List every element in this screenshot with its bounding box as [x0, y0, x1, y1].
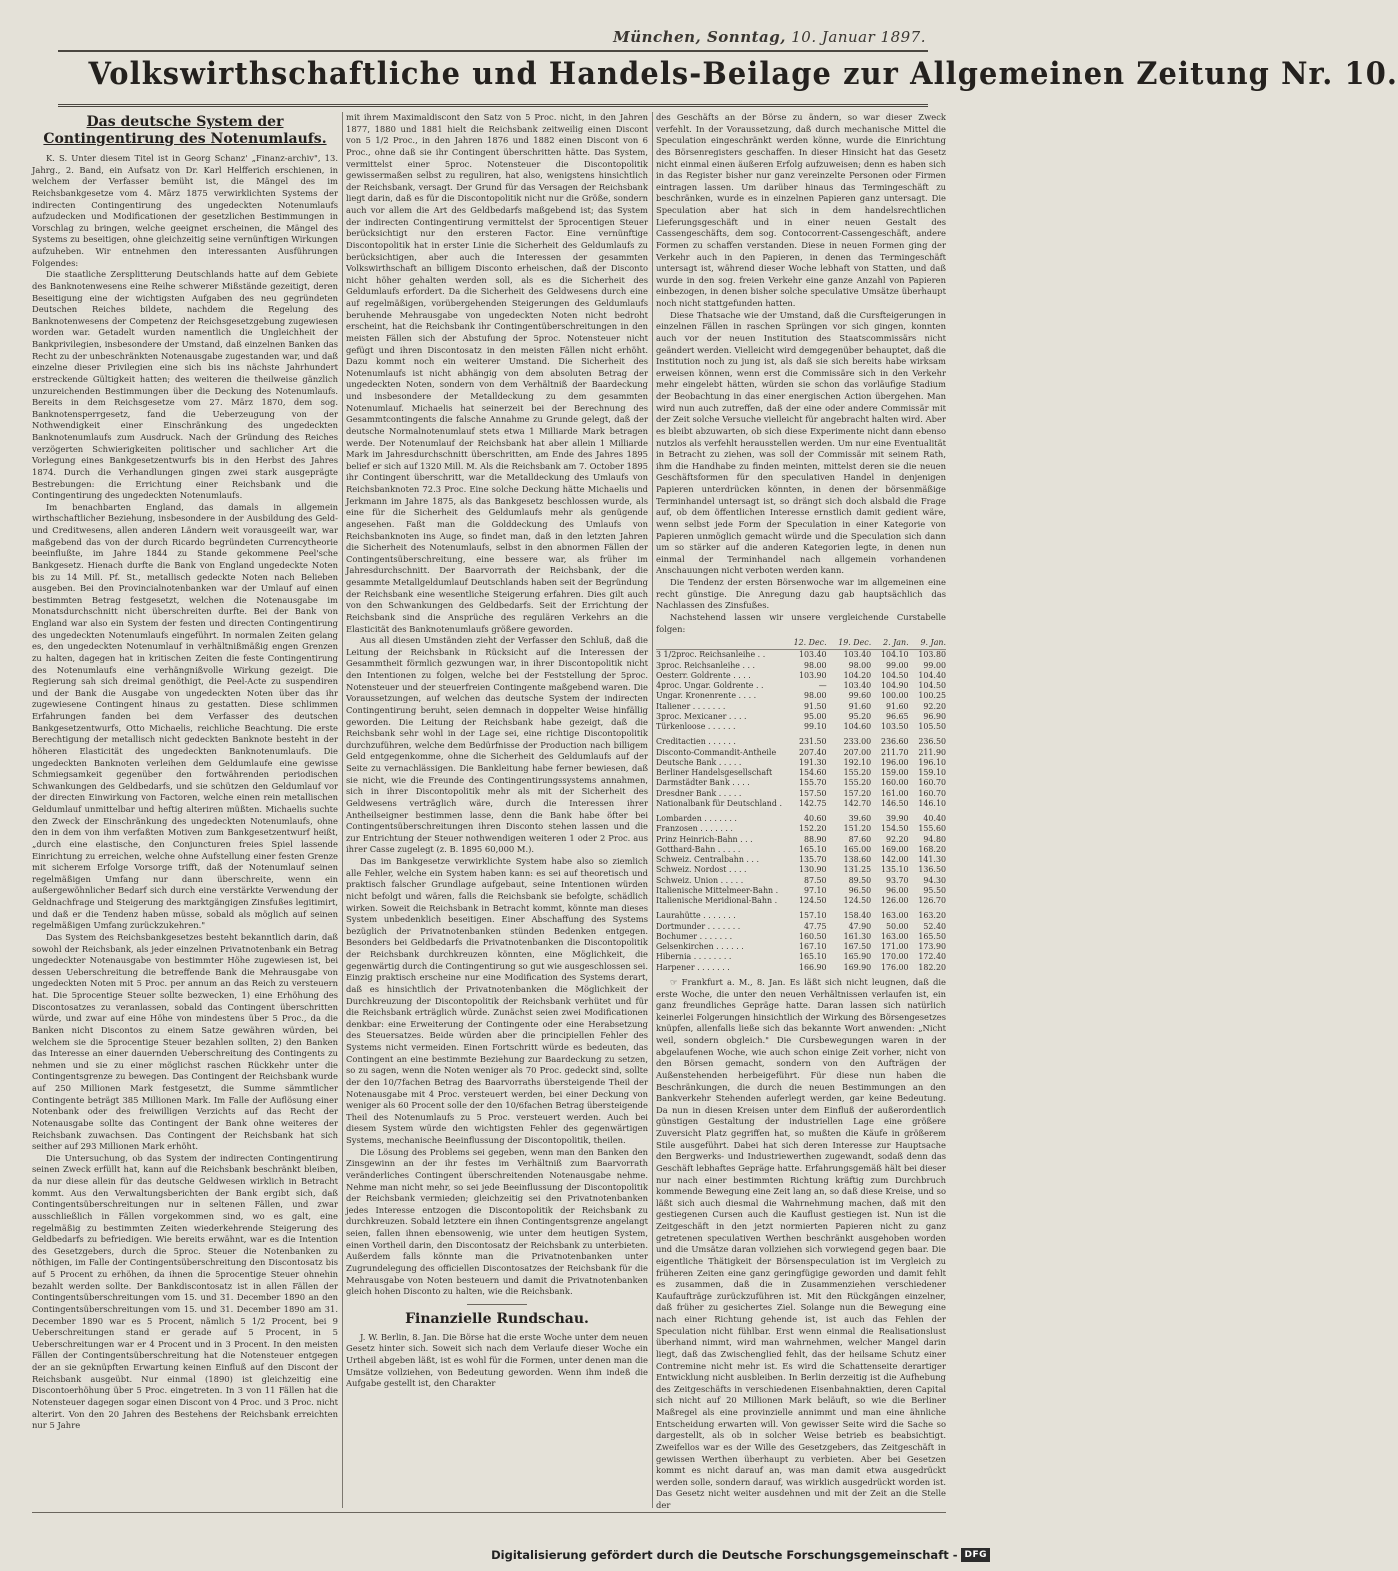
rate-value: —: [818, 681, 827, 691]
rate-value: 196.10: [918, 757, 946, 767]
table-row: [656, 732, 946, 747]
rate-value: 146.10: [918, 798, 946, 808]
rate-value: 165.90: [843, 952, 872, 962]
article-paragraph: Im benachbarten England, das damals in allgemein wirthschaftlicher Beziehung, insbesondere in der Ausbildung des Geld- und Creditwesens, allen anderen Ländern weit vorausgeeilt war, war maßgebend das von der durch Ricardo begründeten Currencytheorie beeinflußte, im Jahre 1844 zu Stande gekommene Peel'sche Bankgesetz. Hienach durfte die Bank von England ungedeckte Noten bis zu 14 Mill. Pf. St., metallisch gedeckte Noten nach Belieben ausgeben. Bei den Provincialnotenbanken war der Umlauf auf einen bestimmten Betrag festgesetzt, welchen die Notenausgabe im Monatsdurchschnitt nicht überschreiten durfte. Bei der Bank von England war also ein System der festen und directen Contingentirung des ungedeckten Notenumlaufs eingeführt. In normalen Zeiten gelang es, den ungedeckten Notenumlauf in verhältnißmäßig engen Grenzen zu halten, dagegen hat in kritischen Zeiten die feste Contingentirung des Notenumlaufs eine verhängnißvolle Wirkung gezeigt. Die Regierung sah sich dreimal genöthigt, die Peel-Acte zu suspendiren und der Bank die Ausgabe von ungedeckten Noten über das ihr zugewiesene Contingent hinaus zu gestatten. Diese schlimmen Erfahrungen fanden bei dem Verfasser des deutschen Bankgesetzentwurfs, Otto Michaelis, reichliche Beachtung. Die erste Berechtigung der metallisch nicht gedeckten Banknote besteht in der höheren Elasticität des ungedeckten Banknotenumlaufs. Die ungedeckten Banknoten verleihen dem Geldumlaufe eine gewisse Schmiegsamkeit gegenüber den fortwährenden periodischen Schwankungen des Geldbedarfs, und sie schützen den Geldumlauf vor der directen Einwirkung von Factoren, welche einen rein metallischen Geldumlauf unmittelbar und heftig alteriren müßten. Michaelis suchte den Zweck der Einschränkung des ungedeckten Notenumlaufs, ohne den in dem von ihm verfaßten Motiven zum Bankgesetzentwurf heißt, „durch eine elastische, den Conjuncturen freies Spiel lassende Einrichtung zu erreichen, welche ohne Aufstellung einer festen Grenze mit sicherem Erfolge Vorsorge trifft, daß der Notenumlauf seinen regelmäßigen Umfang nur dann überschreite, wenn ein außergewöhnlicher Bedarf sich durch eine verstärkte Verwendung der Geldnachfrage und Steigerung des marktgängigen Zinsfußes legitimirt, und daß er die Tendenz haben müsse, sobald als möglich auf seinen regelmäßigen Umfang zurückzukehren.": [32, 501, 338, 931]
security-name: Italiener . . . . . . .: [656, 701, 726, 711]
table-row: [656, 712, 946, 722]
table-row: [656, 855, 946, 865]
rate-value: 94.80: [923, 834, 946, 844]
dateline-city: München, Sonntag,: [613, 28, 786, 46]
rate-value: 104.50: [880, 670, 909, 680]
rate-value: 160.70: [918, 788, 946, 798]
table-header: 2. Jan.: [871, 638, 908, 650]
rate-value: 155.70: [798, 778, 827, 788]
rate-value: 92.20: [923, 701, 946, 711]
rate-value: 98.00: [803, 691, 827, 701]
table-row: [656, 835, 946, 845]
rate-value: 142.75: [798, 798, 827, 808]
rate-value: 168.20: [918, 844, 946, 854]
table-row: [656, 824, 946, 834]
rate-value: 91.60: [848, 701, 872, 711]
rate-value: 160.00: [880, 778, 909, 788]
table-row: [656, 932, 946, 942]
article-paragraph: Die Lösung des Problems sei gegeben, wenn man den Banken den Zinsgewinn an der ihr festes im Verhältniß zum Baarvorrath veränderliches Contingent überschreitenden Notenausgabe nehme. Nehme man nicht mehr, so sei jede Beeinflussung der Discontopolitik der Reichsbank vermieden; gleichzeitig sei den Privatnotenbanken jedes Interesse entzogen die Discontopolitik der Reichsbank zu durchkreuzen. Sobald letztere ein ihnen Contingentsgrenze angelangt seien, fallen ihnen ebensowenig, wie unter dem heutigen System, einen Vortheil darin, den Discontosatz der Reichsbank zu unterbieten. Außerdem falls könnte man die Privatnotenbanken unter Zugrundelegung des officiellen Discontosatzes der Reichsbank für die Mehrausgabe von Noten besteuern und damit die Privatnotenbanken gleich hohen Disconto zu halten, wie die Reichsbank.: [346, 1146, 648, 1297]
rate-value: 47.75: [803, 921, 827, 931]
rate-value: 163.00: [880, 931, 909, 941]
security-name: Schweiz. Nordost . . . .: [656, 865, 747, 875]
credit-text: Digitalisierung gefördert durch die Deutsche Forschungsgemeinschaft -: [491, 1548, 958, 1562]
rate-value: 192.10: [843, 757, 872, 767]
table-row: [656, 768, 946, 778]
table-row: [656, 702, 946, 712]
rate-value: 207.00: [843, 747, 872, 757]
rate-value: 170.00: [880, 952, 909, 962]
rate-value: 40.40: [923, 814, 946, 824]
rate-value: 92.20: [885, 834, 909, 844]
security-name: Harpener . . . . . . .: [656, 962, 730, 972]
rate-value: 104.40: [918, 670, 946, 680]
article-paragraph: K. S. Unter diesem Titel ist in Georg Schanz' „Finanz-archiv", 13. Jahrg., 2. Band, ein Aufsatz von Dr. Karl Helfferich erschienen, in welchem der Verfasser bemüht ist, die Mängel des im Reichsbankgesetze vom 4. März 1875 verwirklichten Systems der indirecten Contingentirung des ungedeckten Notenumlaufs aufzudecken und Modificationen der gesetzlichen Bestimmungen in Vorschlag zu bringen, welche geeignet erscheinen, die Mängel des Systems zu beseitigen, ohne gleichzeitig seine vernünftigen Wirkungen aufzuheben. Wir entnehmen den interessanten Ausführungen Folgendes:: [32, 153, 338, 268]
rate-value: 95.00: [803, 711, 827, 721]
dateline-date: 10. Januar 1897.: [791, 28, 926, 46]
security-name: 3 1/2proc. Reichsanleihe . .: [656, 650, 766, 660]
rate-value: 47.90: [848, 921, 872, 931]
article-paragraph: Aus all diesen Umständen zieht der Verfasser den Schluß, daß die Leitung der Reichsbank in Rücksicht auf die Interessen der Gesammtheit förmlich gezwungen war, in ihrer Discontopolitik nicht den Intentionen zu folgen, welche bei der Feststellung der 5proc. Notensteuer und der steuerfreien Contingente maßgebend waren. Die Voraussetzungen, auf welchen das deutsche System der indirecten Contingentirung beruht, seien demnach in doppelter Weise hinfällig geworden. Die Leitung der Reichsbank habe gezeigt, daß die Reichsbank sehr wohl in der Lage sei, eine richtige Discontopolitik durchzuführen, welche dem Bedürfnisse der Production nach billigem Geld entgegenkomme, ohne die Sicherheit des Geldumlaufs auf der Seite zu vernachlässigen. Die Bankleitung habe ferner bewiesen, daß sie nicht, wie die Freunde des Contingentirungssystems annahmen, sich in ihrer Discontopolitik mehr als mit der Sicherheit des Geldwesens verträglich wäre, durch die Interessen ihrer Antheilseigner bestimmen lasse, denn die Bank habe öfter bei Contingentsüberschreitungen ihren Disconto stehen lassen und die zur Entrichtung der Steuer nothwendigen weiteren 1 oder 2 Proc. aus ihrer Casse zugelegt (z. B. 1895 60,000 M.).: [346, 635, 648, 855]
rate-value: 96.90: [923, 711, 946, 721]
security-name: Darmstädter Bank . . . .: [656, 778, 750, 788]
masthead-rule: [58, 104, 928, 107]
rate-value: 165.10: [798, 952, 827, 962]
finance-paragraph: des Geschäfts an der Börse zu ändern, so war dieser Zweck verfehlt. In der Voraussetzung, daß durch mechanische Mittel die Speculation eingeschränkt werden könne, wurde die Einrichtung des Börsenregisters geschaffen. In dieser Hinsicht hat das Gesetz nicht einmal einen äußeren Erfolg aufzuweisen; denn es haben sich in das Register bisher nur ganz vereinzelte Personen oder Firmen eintragen lassen. Um darüber hinaus das Termingeschäft zu beschränken, wurde es in einzelnen Papieren ganz untersagt. Die Speculation aber hat sich in dem handelsrechtlichen Lieferungsgeschäft und in einer neuen Gestalt des Cassengeschäfts, dem sog. Contocorrent-Cassengeschäft, andere Formen zu schaffen verstanden. Diese in neuen Formen ging der Verkehr auch in den Papieren, in denen das Termingeschäft untersagt ist, während dieser Woche lebhaft von Statten, und daß wurde in den sog. freien Verkehr eine ganze Anzahl von Papieren einbezogen, in denen bisher solche speculative Umsätze überhaupt noch nicht stattgefunden hatten.: [656, 112, 946, 308]
rate-value: 100.25: [918, 691, 946, 701]
rate-value: 151.20: [843, 824, 872, 834]
rate-value: 167.50: [843, 942, 872, 952]
rate-value: 104.20: [843, 670, 872, 680]
stock-rate-table: [656, 638, 946, 973]
section-divider: [467, 1304, 527, 1305]
rate-value: 126.70: [918, 896, 946, 906]
rate-value: 136.50: [918, 865, 946, 875]
rate-value: 104.50: [918, 681, 946, 691]
bottom-rule: [32, 1512, 946, 1513]
table-header: 19. Dec.: [827, 638, 872, 650]
column-divider: [342, 112, 343, 1508]
rate-value: 157.10: [798, 911, 827, 921]
security-name: Türkenloose . . . . . .: [656, 722, 736, 732]
security-name: Ungar. Kronenrente . . . .: [656, 691, 757, 701]
rate-value: 50.00: [885, 921, 909, 931]
rate-value: 91.60: [885, 701, 909, 711]
rate-value: 95.20: [848, 711, 872, 721]
table-row: [656, 758, 946, 768]
table-header: 12. Dec.: [782, 638, 827, 650]
article-paragraph: Die staatliche Zersplitterung Deutschlands hatte auf dem Gebiete des Banknotenwesens eine Reihe schwerer Mißstände gezeitigt, deren Beseitigung eine der wichtigsten Aufgaben des neu gegründeten Deutschen Reiches bildete, nachdem die Regelung des Banknotenwesens der Competenz der Reichsgesetzgebung zugewiesen worden war. Getadelt wurden namentlich die Ungleichheit der Bankprivilegien, insbesondere der Umstand, daß einzelnen Banken das Recht zu der unbeschränkten Notenausgabe zugestanden war, und daß einzelne dieser Privilegien eine sich bis ins nächste Jahrhundert erstreckende Gültigkeit hatten; des weiteren die theilweise gänzlich unzureichenden Bestimmungen über die Deckung des Notenumlaufs. Bereits in dem Reichsgesetze vom 27. März 1870, dem sog. Banknotensperrgesetz, fand die Ueberzeugung von der Nothwendigkeit einer Einschränkung des ungedeckten Banknotenumlaufs zum Ausdruck. Nach der Gründung des Reiches verzögerten Schwierigkeiten politischer und sachlicher Art die Vorlegung eines Bankgesetzentwurfs bis in den Herbst des Jahres 1874. Durch die Verhandlungen gingen zwei stark ausgeprägte Bestrebungen: die Errichtung einer Reichsbank und die Contingentirung des ungedeckten Notenumlaufs.: [32, 269, 338, 501]
table-row: [656, 906, 946, 921]
rate-value: 91.50: [803, 701, 827, 711]
rate-value: 191.30: [798, 757, 827, 767]
rate-value: 135.70: [798, 855, 827, 865]
security-name: Hibernia . . . . . . . .: [656, 952, 732, 962]
rate-value: 155.20: [843, 778, 872, 788]
rate-value: 96.00: [885, 885, 909, 895]
dateline: [613, 28, 926, 46]
rate-value: 94.30: [923, 875, 946, 885]
article-paragraph: Die Untersuchung, ob das System der indirecten Contingentirung seinen Zweck erfüllt hat, kann auf die Reichsbank beschränkt bleiben, da nur diese allein für das deutsche Geldwesen wirklich in Betracht kommt. Aus den Verwaltungsberichten der Bank ergibt sich, daß Contingentsüberschreitungen nur in seltenen Fällen, und zwar ausschließlich in Fällen vorgekommen sind, wo es galt, eine regelmäßig zu bestimmten Zeiten wiederkehrende Steigerung des Geldbedarfs zu befriedigen. Wie bereits erwähnt, war es die Intention des Gesetzgebers, durch die 5proc. Steuer die Notenbanken zu nöthigen, im Falle der Contingentsüberschreitung den Discontosatz bis auf 5 Procent zu erhöhen, da ihnen die 5procentige Steuer ohnehin bezahlt werden sollte. Der Bankdiscontosatz ist in allen Fällen der Contingentsüberschreitungen vom 15. und 31. December 1890 an den Contingentsüberschreitungen vom 15. und 31. December 1890 am 31. December 1890 war es 5 Procent, nämlich 5 1/2 Procent, bei 9 Ueberschreitungen stand er gerade auf 5 Procent, in 5 Ueberschreitungen war er 4 Procent und in 3 Procent. In den meisten Fällen der Contingentsüberschreitung hat die Notensteuer entgegen der an sie geknüpften Erwartung keinen Einfluß auf den Discont der Reichsbank ausgeübt. Nur einmal (1890) ist gleichzeitig eine Discontoerhöhung über 5 Proc. eingetreten. In 3 von 11 Fällen hat die Notensteuer dagegen sogar einen Discont von 4 Proc. und 3 Proc. nicht alterirt. Von den 20 Jahren des Bestehens der Reichsbank erreichten nur 5 Jahre: [32, 1152, 338, 1431]
table-row: [656, 845, 946, 855]
security-name: Prinz Heinrich-Bahn . . .: [656, 834, 753, 844]
rate-value: 160.50: [798, 931, 827, 941]
table-header: [656, 638, 782, 650]
rate-value: 103.40: [798, 650, 827, 660]
security-name: Lombarden . . . . . . .: [656, 814, 737, 824]
finance-paragraph: Die Tendenz der ersten Börsenwoche war im allgemeinen eine recht günstige. Die Anregung dazu gab hauptsächlich das Nachlassen des Zinsfußes.: [656, 577, 946, 611]
rate-value: 93.70: [885, 875, 909, 885]
article-title: Das deutsche System der Contingentirung des Notenumlaufs.: [43, 114, 327, 147]
rate-value: 99.00: [923, 660, 946, 670]
top-rule: [58, 50, 928, 52]
rate-value: 236.50: [918, 737, 946, 747]
rate-value: 233.00: [843, 737, 872, 747]
rate-value: 160.70: [918, 778, 946, 788]
security-name: 4proc. Ungar. Goldrente . .: [656, 681, 764, 691]
table-row: [656, 671, 946, 681]
rate-value: 154.60: [798, 768, 827, 778]
security-name: Nationalbank für Deutschland .: [656, 798, 782, 808]
rate-value: 167.10: [798, 942, 827, 952]
rate-value: 138.60: [843, 855, 872, 865]
security-name: Gelsenkirchen . . . . . .: [656, 942, 744, 952]
table-row: [656, 963, 946, 973]
rate-value: 169.90: [843, 962, 872, 972]
rate-value: 100.00: [880, 691, 909, 701]
rate-value: 146.50: [880, 798, 909, 808]
rate-value: 142.70: [843, 798, 872, 808]
rate-value: 154.50: [880, 824, 909, 834]
rate-value: 96.65: [885, 711, 909, 721]
security-name: Berliner Handelsgesellschaft: [656, 768, 773, 778]
table-row: [656, 886, 946, 896]
finance-title: Finanzielle Rundschau.: [405, 1310, 589, 1327]
rate-value: 165.10: [798, 844, 827, 854]
rate-value: 231.50: [798, 737, 827, 747]
rate-value: 163.00: [880, 911, 909, 921]
table-row: [656, 942, 946, 952]
rate-value: 87.50: [803, 875, 827, 885]
rate-value: 155.60: [918, 824, 946, 834]
rate-value: 155.20: [843, 768, 872, 778]
rate-value: 157.20: [843, 788, 872, 798]
security-name: Creditactien . . . . . .: [656, 737, 736, 747]
rate-value: 211.70: [880, 747, 909, 757]
rate-value: 103.50: [880, 722, 909, 732]
rate-value: 152.20: [798, 824, 827, 834]
rate-value: 196.00: [880, 757, 909, 767]
rate-value: 161.00: [880, 788, 909, 798]
security-name: 3proc. Mexicaner . . . .: [656, 711, 747, 721]
masthead: Volkswirthschaftliche und Handels-Beilage zur Allgemeinen Zeitung Nr. 10.: [88, 56, 1398, 92]
rate-value: 124.50: [843, 896, 872, 906]
rate-value: 39.60: [848, 814, 872, 824]
table-row: [656, 681, 946, 691]
table-row: [656, 661, 946, 671]
rate-value: 142.00: [880, 855, 909, 865]
table-row: [656, 876, 946, 886]
rate-value: 104.10: [880, 650, 909, 660]
article-paragraph: Das im Bankgesetze verwirklichte System habe also so ziemlich alle Fehler, welche ein System haben kann: es sei auf theoretisch und praktisch falscher Grundlage aufgebaut, seine Intentionen würden nicht befolgt und wären, falls die Reichsbank sie befolgte, schädlich wirken. Soweit die Reichsbank in Betracht kommt, könnte man dieses System unbedenklich beseitigen. Einer Abschaffung des Systems bezüglich der Privatnotenbanken stünden Bedenken entgegen. Besonders bei Geldbedarfs die Privatnotenbanken die Discontopolitik der Reichsbank durchkreuzen könnten, eine Möglichkeit, die gegenwärtig durch die Contingentirung so gut wie ausgeschlossen sei. Einzig praktisch erscheine nur eine Modification des Systems derart, daß es hinsichtlich der Privatnotenbanken die Möglichkeit der Durchkreuzung der Discontopolitik der Reichsbank verhütet und für die Reichsbank erträglich würde. Zunächst seien zwei Modificationen denkbar: eine Erweiterung der Contingente oder eine Herabsetzung des Steuersatzes. Beide würden aber die principiellen Fehler des Systems nicht vermeiden. Einen Fortschritt würde es bedeuten, das Contingent an eine bestimmte Beziehung zur Baardeckung zu setzen, so zu sagen, wenn die Noten weniger als 70 Proc. gedeckt sind, sollte der den 10/7fachen Betrag des Baarvorraths übersteigende Theil der Notenausgabe mit 4 Proc. versteuert werden, bei einer Deckung von weniger als 60 Procent solle der den 10/6fachen Betrag übersteigende Theil des Notenumlaufs zu 5 Proc. versteuert werden. Auch bei diesem System würde den wichtigsten Fehler des gegenwärtigen Systems, mechanische Beeinflussung der Discontopolitik, theilen.: [346, 856, 648, 1145]
security-name: Dresdner Bank . . . . .: [656, 788, 742, 798]
finance-paragraph: ☞ Frankfurt a. M., 8. Jan. Es läßt sich nicht leugnen, daß die erste Woche, die unter den neuen Verhältnissen verlaufen ist, ein ganz freundliches Gepräge hatte. Daran lassen sich natürlich keinerlei Folgerungen hinsichtlich der Wirkung des Börsengesetzes knüpfen, allenfalls ließe sich das bekannte Wort anwenden: „Nicht weil, sondern obgleich." Die Cursbewegungen waren in der abgelaufenen Woche, wie auch schon einige Zeit vorher, nicht von den Börsen gemacht, sondern von den Aufträgen der Außenstehenden herbeigeführt. Für diese nun haben die Beschränkungen, die durch die neuen Bestimmungen an den Bankverkehr Stehenden auferlegt werden, gar keine Bedeutung. Da nun in diesen Kreisen unter dem Einfluß der außerordentlich günstigen Gestaltung der industriellen Lage eine größere Zuversicht Platz gegriffen hat, so mußten die Käufe in größerem Stile ausgeführt. Dabei hat sich deren Interesse zur Hauptsache den Bergwerks- und Industriewerthen zugewandt, sodaß denn das Geschäft lebhaftes Gepräge hatte. Erfahrungsgemäß hält bei dieser nur nach einer bestimmten Richtung kräftig zum Durchbruch kommende Bewegung eine Zeit lang an, so daß diese Kreise, und so läßt sich auch diesmal die Wahrnehmung machen, daß mit den gestiegenen Cursen auch die Kauflust gestiegen ist. Nun ist die Zeitgeschäft in den jetzt normierten Papieren nicht zu ganz getretenen speculativen Werthen beschränkt ausgehoben worden und die Umsätze daran vollziehen sich vorwiegend gegen baar. Die eigentliche Thätigkeit der Börsenspeculation ist im Vergleich zu früheren Zeiten eine ganz geringfügige geworden und damit fehlt es zusammen, daß die in Zusammenziehen verschiedener Kaufaufträge zurückzuführen ist. Mit den Rückgängen einzelner, daß früher zu gesichertes Ziel. Solange nun die Bewegung eine nach einer Richtung gehende ist, ist auch das Fehlen der Speculation nicht fühlbar. Erst wenn einmal die Realisationslust überhand nimmt, wird man wahrnehmen, welcher Mangel darin liegt, daß das Zwischenglied fehlt, das der heilsame Schutz einer Contremine nicht mehr ist. Es wird die Schattenseite derartiger Entwicklung nicht ausbleiben. In Berlin derzeitig ist die Aufhebung des Zeitgeschäfts in verschiedenen Eisenbahnaktien, deren Capital sich nicht auf 20 Millionen Mark beläuft, so wie die Berliner Maßregel als eine provinzielle annimmt und man eine ähnliche Entscheidung erwarten will. Von gewisser Seite wird die Sache so dargestellt, als ob in solcher Weise betrieb es beabsichtigt. Zweifellos war es der Wille des Gesetzgebers, das Zeitgeschäft in gewissen Werthen überhaupt zu verbieten. Aber bei Gesetzen kommt es nicht darauf an, was man damit etwa ausgedrückt werden solle, sondern darauf, was wirklich ausgedrückt worden ist. Das Gesetz nicht weiter ausdehnen und mit der Zeit an die Stelle der: [656, 976, 946, 1510]
rate-value: 103.90: [798, 670, 827, 680]
security-name: Gotthard-Bahn . . . . .: [656, 844, 741, 854]
security-name: Disconto-Commandit-Antheile: [656, 747, 777, 757]
security-name: Italienische Meridional-Bahn .: [656, 896, 778, 906]
table-row: [656, 748, 946, 758]
security-name: Franzosen . . . . . . .: [656, 824, 733, 834]
column-divider: [652, 112, 653, 1508]
table-row: [656, 896, 946, 906]
rate-value: 159.00: [880, 768, 909, 778]
rate-value: 98.00: [848, 660, 872, 670]
rate-value: 169.00: [880, 844, 909, 854]
security-name: Schweiz. Centralbahn . . .: [656, 855, 759, 865]
rate-value: 103.80: [918, 650, 946, 660]
rate-value: 126.00: [880, 896, 909, 906]
rate-value: 131.25: [843, 865, 872, 875]
security-name: 3proc. Reichsanleihe . . .: [656, 660, 756, 670]
rate-value: 172.40: [918, 952, 946, 962]
table-row: [656, 789, 946, 799]
rate-value: 165.00: [843, 844, 872, 854]
rate-value: 236.60: [880, 737, 909, 747]
rate-value: 99.10: [803, 722, 827, 732]
article-paragraph: Das System des Reichsbankgesetzes besteht bekanntlich darin, daß sowohl der Reichsbank, als jeder einzelnen Privatnotenbank ein Betrag ungedeckter Notenausgabe von bestimmter Höhe zugewiesen ist, bei dessen Ueberschreitung die betreffende Bank die Mehrausgabe von ungedeckten Noten mit 5 Proc. per annum an das Reich zu versteuern hat. Die 5procentige Steuer sollte bezwecken, 1) eine Erhöhung des Discontosatzes zu veranlassen, sobald das Contingent überschritten würde, und zwar auf eine Höhe von mindestens über 5 Proc., da die Banken nicht Discontos zu einem Satze gewähren würden, bei welchem sie die 5procentige Steuer bezahlen sollten, 2) den Banken das Interesse an einer dauernden Ueberschreitung des Contingents zu nehmen und sie zu einer möglichst raschen Rückkehr unter die Contingentsgrenze zu bewegen. Das Contingent der Reichsbank wurde auf 250 Millionen Mark festgesetzt, die Summe sämmtlicher Contingente beträgt 385 Millionen Mark. Im Falle der Auflösung einer Notenbank oder des freiwilligen Verzichts auf das Recht der Notenausgabe sollte das Contingent der Bank ohne weiteres der Reichsbank zuwachsen. Das Contingent der Reichsbank hat sich seither auf 293 Millionen Mark erhöht.: [32, 931, 338, 1152]
rate-value: 124.50: [798, 896, 827, 906]
rate-value: 141.30: [918, 855, 946, 865]
dfg-logo: DFG: [961, 1548, 990, 1562]
rate-value: 105.50: [918, 722, 946, 732]
security-name: Bochumer . . . . . . .: [656, 931, 733, 941]
article-paragraph: mit ihrem Maximaldiscont den Satz von 5 Proc. nicht, in den Jahren 1877, 1880 und 1881 hielt die Reichsbank zeitweilig einen Discont von 5 1/2 Proc., in den Jahren 1876 und 1882 einen Discont von 6 Proc., ohne daß sie ihr Contingent überschritten hätte. Das System, vermittelst einer 5proc. Notensteuer die Discontopolitik gewissermaßen selbst zu reguliren, hat also, wenigstens hinsichtlich der Reichsbank, versagt. Der Grund für das Versagen der Reichsbank liegt darin, daß es für die Discontopolitik nicht nur die Größe, sondern auch vor allem die Art des Geldbedarfs maßgebend ist; das System der indirecten Contingentirung vermittelst der 5procentigen Steuer berücksichtigt nur den ersteren Factor. Eine vernünftige Discontopolitik hat in erster Linie die Sicherheit des Geldumlaufs zu berücksichtigen, aber auch die Interessen der gesammten Volkswirthschaft an billigem Disconto erheischen, daß der Disconto nicht höher gehalten werden soll, als es die Sicherheit des Geldumlaufs erfordert. Da die Sicherheit des Geldwesens durch eine auf regelmäßigen, vorübergehenden Steigerungen des Geldumlaufs beruhende Mehrausgabe von ungedeckten Noten nicht bedroht erscheint, hat die Reichsbank ihr Contingentüberschreitungen in den meisten Fällen sich der Abstufung der 5proc. Notensteuer nicht gefügt und ihren Discontosatz in den meisten Fällen nicht erhöht. Dazu kommt noch ein weiterer Umstand. Die Sicherheit des Notenumlaufs ist nicht abhängig von dem absoluten Betrag der ungedeckten Noten, sondern von dem Verhältniß der Baardeckung und insbesondere der Metalldeckung zu dem gesammten Notenumlauf. Michaelis hat seinerzeit bei der Berechnung des Gesammtcontingents die falsche Annahme zu Grunde gelegt, daß der deutsche Normalnotenumlauf stets etwa 1 Milliarde Mark betragen werde. Der Notenumlauf der Reichsbank hat aber allein 1 Milliarde Mark im Jahresdurchschnitt überschritten, am Ende des Jahres 1895 belief er sich auf 1320 Mill. M. Als die Reichsbank am 7. October 1895 ihr Contingent überschritt, war die Metalldeckung des Umlaufs von Reichsbanknoten 72.3 Proc. Eine solche Deckung hätte Michaelis und Jerkmann im Jahre 1875, als das Bankgesetz beschlossen wurde, als eine für die Sicherheit des Geldumlaufs mehr als genügende angesehen. Faßt man die Golddeckung des Umlaufs von Reichsbanknoten ins Auge, so findet man, daß in den letzten Jahren die Sicherheit des Notenumlaufs, selbst in den abnormen Fällen der Contingentsüberschreitung, eine bessere war, als früher im Jahresdurchschnitt. Der Baarvorrath der Reichsbank, der die gesammte Metallgeldumlauf Deutschlands haben seit der Begründung der Reichsbank eine wesentliche Steigerung erfahren. Dies gilt auch von den Schwankungen des Geldbedarfs. Seit der Errichtung der Reichsbank sind die Ansprüche des regulären Verkehrs an die Elasticität des Banknotenumlaufs größere geworden.: [346, 112, 648, 634]
rate-value: 104.60: [843, 722, 872, 732]
table-row: [656, 922, 946, 932]
rate-value: 52.40: [923, 921, 946, 931]
rate-value: 103.40: [843, 650, 872, 660]
rate-value: 166.90: [798, 962, 827, 972]
rate-value: 163.20: [918, 911, 946, 921]
rate-value: 95.50: [923, 885, 946, 895]
rate-value: 173.90: [918, 942, 946, 952]
security-name: Deutsche Bank . . . . .: [656, 757, 742, 767]
rate-value: 159.10: [918, 768, 946, 778]
column-1: [32, 112, 338, 1508]
rate-value: 165.50: [918, 931, 946, 941]
rate-value: 130.90: [798, 865, 827, 875]
rate-value: 40.60: [803, 814, 827, 824]
security-name: Schweiz. Union . . . . .: [656, 875, 744, 885]
finance-paragraph: J. W. Berlin, 8. Jan. Die Börse hat die erste Woche unter dem neuen Gesetz hinter sich. Soweit sich nach dem Verlaufe dieser Woche ein Urtheil abgeben läßt, ist es wohl für die Formen, unter denen man die Umsätze vollziehen, von Bedeutung geworden. Wenn ihm indeß die Aufgabe gestellt ist, den Charakter: [346, 1331, 648, 1389]
rate-value: 99.00: [885, 660, 909, 670]
table-row: [656, 952, 946, 962]
rate-value: 97.10: [803, 885, 827, 895]
rate-value: 98.00: [803, 660, 827, 670]
rate-value: 99.60: [848, 691, 872, 701]
rate-value: 135.10: [880, 865, 909, 875]
column-2: [346, 112, 648, 1508]
rate-value: 104.90: [880, 681, 909, 691]
column-3: [656, 112, 946, 1508]
rate-value: 158.40: [843, 911, 872, 921]
rate-value: 89.50: [848, 875, 872, 885]
digitization-credit: [491, 1545, 990, 1565]
table-row: [656, 865, 946, 875]
table-header-row: [656, 638, 946, 650]
security-name: Laurahütte . . . . . . .: [656, 911, 736, 921]
security-name: Oesterr. Goldrente . . . .: [656, 670, 751, 680]
rate-value: 211.90: [918, 747, 946, 757]
security-name: Dortmunder . . . . . . .: [656, 921, 741, 931]
table-body: [656, 650, 946, 973]
rate-value: 96.50: [848, 885, 872, 895]
rate-value: 39.90: [885, 814, 909, 824]
table-row: [656, 799, 946, 809]
table-header: 9. Jan.: [909, 638, 946, 650]
finance-paragraph: Diese Thatsache wie der Umstand, daß die Cursfteigerungen in einzelnen Fällen in raschen Sprüngen vor sich gingen, konnten auch vor der neuen Institution des Staatscommissärs nicht geändert werden. Vielleicht wird demgegenüber behauptet, daß die Institution noch zu jung ist, als daß sie sich bereits habe wirksam erweisen können, wenn erst die Commissäre sich in den Verkehr mehr eingelebt hätten, würden sie schon das vorläufige Stadium der Beobachtung in das einer energischen Action übergehen. Man wird nun auch zutreffen, daß der eine oder andere Commissär mit der Zeit solche Versuche vielleicht für angebracht halten wird. Aber es bleibt abzuwarten, ob sich diese Experimente nicht dann ebenso nutzlos als verfehlt herausstellen werden. Um nur eine Eventualität in Betracht zu ziehen, was soll der Commissär mit seinem Rath, ihm die Handhabe zu finden meinten, mittelst deren sie die neuen Geschäftsformen für den speculativen Handel in denjenigen Papieren unterdrücken könnten, in denen der börsenmäßige Terminhandel untersagt ist, so drängt sich doch alsbald die Frage auf, ob dem öffentlichen Interesse ernstlich damit gedient wäre, wenn selbst jede Form der Speculation in einer Kategorie von Papieren unmöglich gemacht würde und die Speculation sich dann um so stärker auf die anderen Kategorien legte, in denen nun einmal der Terminhandel nach allgemein vorhandenen Anschauungen nicht verboten werden kann.: [656, 309, 946, 576]
rate-value: 157.50: [798, 788, 827, 798]
table-row: [656, 722, 946, 732]
rate-value: 88.90: [803, 834, 827, 844]
rate-value: 103.40: [843, 681, 872, 691]
table-row: [656, 809, 946, 824]
rate-value: 171.00: [880, 942, 909, 952]
rate-value: 182.20: [918, 962, 946, 972]
rate-value: 207.40: [798, 747, 827, 757]
table-row: [656, 691, 946, 701]
security-name: Italienische Mittelmeer-Bahn .: [656, 885, 779, 895]
rate-value: 176.00: [880, 962, 909, 972]
rate-value: 87.60: [848, 834, 872, 844]
table-row: [656, 778, 946, 788]
rate-value: 161.30: [843, 931, 872, 941]
finance-paragraph: Nachstehend lassen wir unsere vergleichende Curstabelle folgen:: [656, 611, 946, 634]
table-row: [656, 650, 946, 661]
